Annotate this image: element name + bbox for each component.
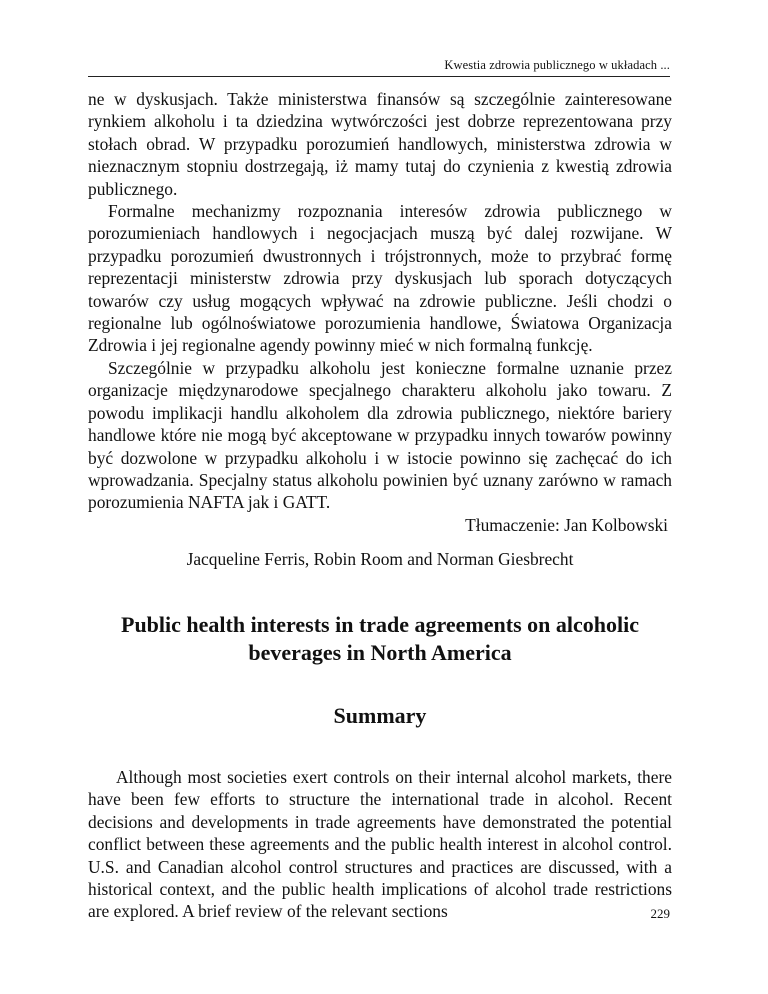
- summary-body: [88, 766, 672, 923]
- translator-credit: Tłumaczenie: Jan Kolbowski: [465, 514, 668, 535]
- polish-body: [88, 88, 672, 536]
- paragraph: Although most societies exert controls on their internal alcohol markets, there have been few efforts to structure the international trade in alcohol. Recent decisions and developments in trade agreements have demonstrated the potential conflict between these agreements and the public health interest in alcohol control. U.S. and Canadian alcohol control structures and practices are discussed, with a historical context, and the public health implications of alcohol trade restrictions are explored. A brief review of the relevant sections: [88, 767, 672, 922]
- summary-heading: Summary: [333, 703, 427, 728]
- header-rule: [88, 76, 670, 77]
- paragraph: Formalne mechanizmy rozpoznania interesów zdrowia publicznego w porozumieniach handlowych i negocjacjach muszą być dalej rozwijane. W przypadku porozumień dwustronnych i trójstronnych, może to przybrać formę reprezentacji ministerstw zdrowia przy dyskusjach lub sporach dotyczących towarów czy usług mogących wpływać na zdrowie publiczne. Jeśli chodzi o regionalne lub ogólnoświatowe porozumienia handlowe, Światowa Organizacja Zdrowia i jej regionalne agendy powinny mieć w nich formalną funkcję.: [88, 201, 672, 356]
- article-title: Public health interests in trade agreements on alcoholic beverages in North America: [121, 612, 639, 665]
- authors: Jacqueline Ferris, Robin Room and Norman Giesbrecht: [186, 549, 574, 569]
- paragraph: ne w dyskusjach. Także ministerstwa finansów są szczególnie zainteresowane rynkiem alkoholu i ta dziedzina wytwórczości jest dobrze reprezentowana przy stołach obrad. W przypadku porozumień handlowych, ministerstwa zdrowia w nieznacznym stopniu dostrzegają, iż mamy tutaj do czynienia z kwestią zdrowia publicznego.: [88, 89, 672, 199]
- paragraph: Szczególnie w przypadku alkoholu jest konieczne formalne uznanie przez organizacje międzynarodowe specjalnego charakteru alkoholu jako towaru. Z powodu implikacji handlu alkoholem dla zdrowia publicznego, niektóre bariery handlowe które nie mogą być akceptowane w przypadku innych towarów powinny być dozwolone w przypadku alkoholu i w istocie powinno się zachęcać do ich wprowadzania. Specjalny status alkoholu powinien być uznany zarówno w ramach porozumienia NAFTA jak i GATT.: [88, 357, 672, 513]
- page-number: 229: [650, 906, 670, 921]
- running-head: Kwestia zdrowia publicznego w układach ...: [444, 58, 670, 72]
